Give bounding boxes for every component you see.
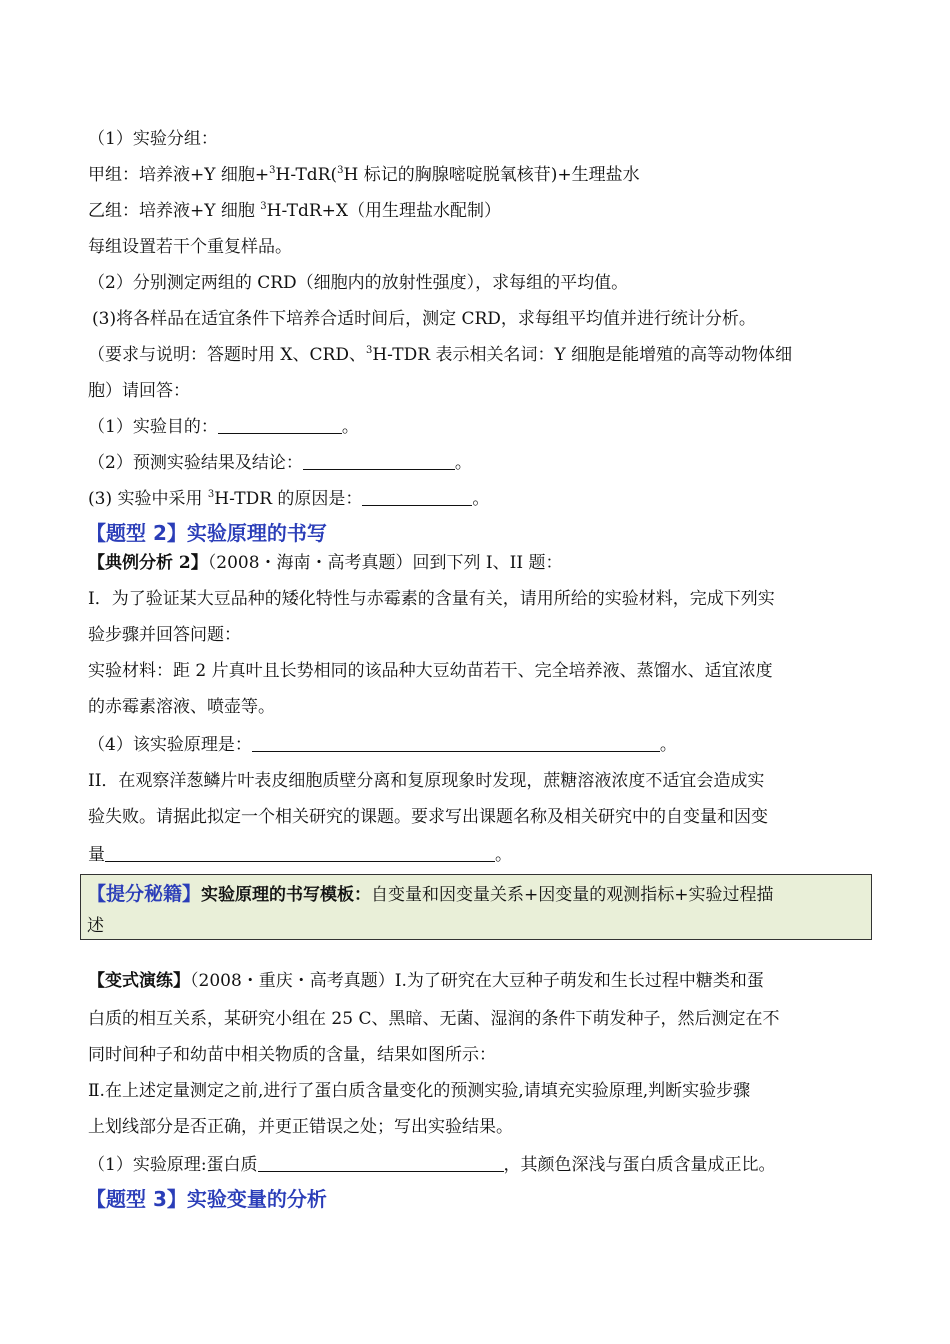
superscript: 3 — [365, 345, 373, 356]
answer-blank[interactable] — [105, 845, 495, 862]
tip-text: 自变量和因变量关系+因变量的观测指标+实验过程描 — [371, 885, 774, 905]
text-span: （2）预测实验结果及结论： — [88, 453, 303, 473]
practice-label: 【变式演练】 — [88, 971, 190, 991]
text-line — [88, 164, 640, 186]
text-span: 甲组：培养液+Y 细胞+ — [88, 165, 270, 185]
practice-line — [88, 970, 764, 992]
text-line: I．为了验证某大豆品种的矮化特性与赤霉素的含量有关，请用所给的实验材料，完成下列实 — [88, 589, 775, 609]
text-line: （2）分别测定两组的 CRD（细胞内的放射性强度），求每组的平均值。 — [88, 273, 629, 293]
text-line: 同时间种子和幼苗中相关物质的含量，结果如图所示： — [88, 1045, 496, 1065]
text-line: 实验材料：距 2 片真叶且长势相同的该品种大豆幼苗若干、完全培养液、蒸馏水、适宜浓度 — [88, 661, 773, 681]
answer-blank[interactable] — [362, 489, 472, 506]
superscript: 3 — [207, 489, 215, 500]
text-span: （4）该实验原理是： — [88, 735, 252, 755]
text-line — [88, 344, 792, 366]
text-span: H-TdR+X（用生理盐水配制） — [266, 201, 501, 221]
answer-blank[interactable] — [218, 417, 342, 434]
question-line — [88, 844, 512, 866]
text-span: H 标记的胸腺嘧啶脱氧核苷)+生理盐水 — [343, 165, 640, 185]
text-line: 胞）请回答： — [88, 381, 190, 401]
text-span: H-TdR( — [275, 165, 338, 185]
question-line — [88, 734, 677, 756]
text-line: 上划线部分是否正确，并更正错误之处；写出实验结果。 — [88, 1117, 513, 1137]
text-span: 。 — [659, 735, 677, 755]
text-span: H-TDR 表示相关名词：Y 细胞是能增殖的高等动物体细 — [372, 345, 793, 365]
example-line — [88, 552, 562, 574]
superscript: 3 — [269, 165, 276, 176]
question-line — [88, 1154, 776, 1176]
text-line: 验步骤并回答问题： — [88, 625, 241, 645]
text-span: （1）实验原理:蛋白质 — [88, 1155, 258, 1175]
tip-line — [87, 883, 774, 906]
example-label: 【典例分析 2】 — [88, 553, 208, 573]
text-span: 。 — [495, 845, 512, 865]
text-span: （2008・重庆・高考真题）I.为了研究在大豆种子萌发和生长过程中糖类和蛋 — [190, 971, 764, 991]
question-line — [88, 488, 489, 510]
tip-box — [80, 874, 872, 940]
text-line: 的赤霉素溶液、喷壶等。 — [88, 697, 275, 717]
text-span: （要求与说明：答题时用 X、CRD、 — [88, 345, 366, 365]
text-line: Ⅱ.在上述定量测定之前,进行了蛋白质含量变化的预测实验,请填充实验原理,判断实验步骤 — [88, 1081, 751, 1101]
tip-bold-text: 实验原理的书写模板： — [201, 885, 372, 905]
text-span: H-TDR 的原因是： — [214, 489, 363, 509]
text-span: 。 — [472, 489, 490, 509]
text-span: ，其颜色深浅与蛋白质含量成正比。 — [503, 1155, 776, 1175]
tip-label: 【提分秘籍】 — [87, 883, 202, 905]
question-line — [88, 452, 472, 474]
text-line: 验失败。请据此拟定一个相关研究的课题。要求写出课题名称及相关研究中的自变量和因变 — [88, 807, 768, 827]
text-line: 每组设置若干个重复样品。 — [88, 237, 292, 257]
text-span: (3) 实验中采用 — [88, 489, 208, 509]
section-heading: 【题型 2】实验原理的书写 — [86, 521, 327, 545]
superscript: 3 — [337, 165, 344, 176]
text-line: (3)将各样品在适宜条件下培养合适时间后，测定 CRD，求每组平均值并进行统计分析。 — [92, 309, 756, 329]
tip-line: 述 — [87, 916, 104, 936]
section-heading: 【题型 3】实验变量的分析 — [86, 1187, 327, 1211]
text-line: II．在观察洋葱鳞片叶表皮细胞质壁分离和复原现象时发现，蔗糖溶液浓度不适宜会造成实 — [88, 771, 765, 791]
text-span: 量 — [88, 845, 105, 865]
text-span: 。 — [341, 417, 359, 437]
text-span: （2008・海南・高考真题）回到下列 I、II 题： — [207, 553, 563, 573]
answer-blank[interactable] — [303, 453, 455, 470]
text-span: 。 — [454, 453, 472, 473]
text-span: 乙组：培养液+Y 细胞 — [88, 201, 261, 221]
answer-blank[interactable] — [258, 1155, 504, 1172]
text-line: 白质的相互关系，某研究小组在 25 C、黑暗、无菌、湿润的条件下萌发种子，然后测定在不 — [88, 1009, 780, 1029]
text-line — [88, 200, 501, 222]
superscript: 3 — [260, 201, 267, 212]
text-line: （1）实验分组： — [88, 129, 218, 149]
text-span: （1）实验目的： — [88, 417, 218, 437]
question-line — [88, 416, 359, 438]
answer-blank[interactable] — [252, 735, 660, 752]
